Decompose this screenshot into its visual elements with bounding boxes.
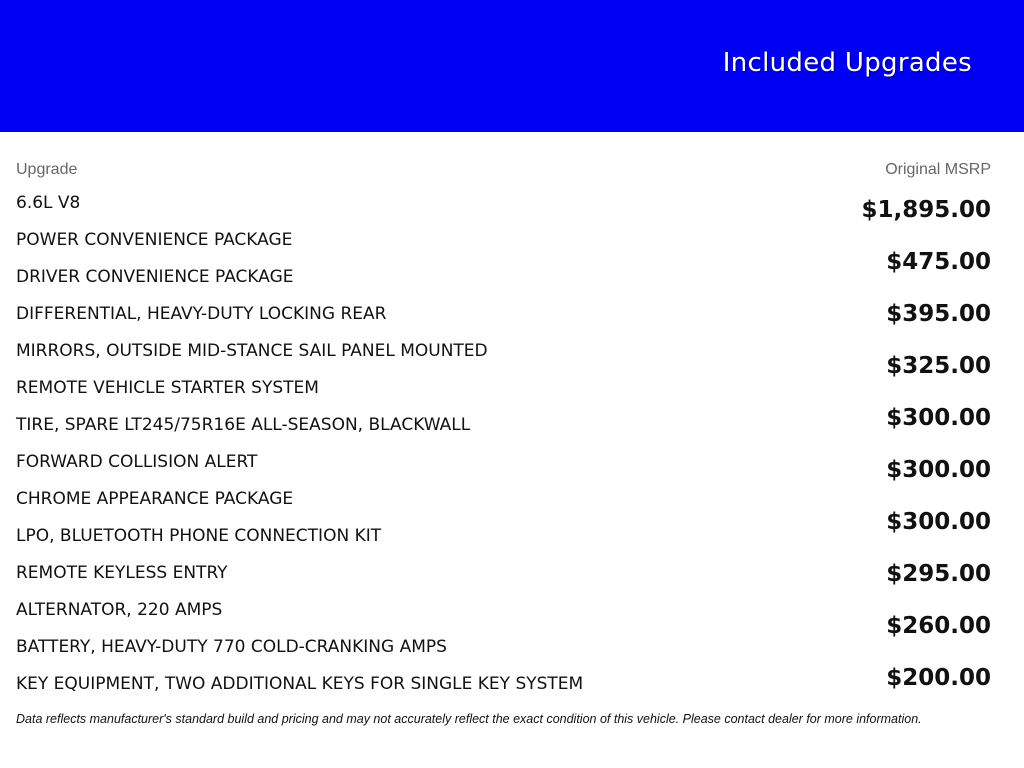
upgrade-price: $325.00: [886, 353, 991, 379]
column-header-upgrade: Upgrade: [16, 161, 78, 178]
page-title: Included Upgrades: [722, 48, 972, 78]
upgrade-price: $475.00: [886, 249, 991, 275]
upgrade-name: DRIVER CONVENIENCE PACKAGE: [16, 267, 294, 287]
upgrade-name: 6.6L V8: [16, 193, 81, 213]
upgrade-price: $300.00: [886, 405, 991, 431]
upgrade-name: BATTERY, HEAVY-DUTY 770 COLD-CRANKING AMPS: [16, 637, 447, 657]
column-header-msrp: Original MSRP: [885, 161, 991, 178]
upgrade-name: REMOTE KEYLESS ENTRY: [16, 563, 228, 583]
upgrade-name: ALTERNATOR, 220 AMPS: [16, 600, 223, 620]
upgrade-name: KEY EQUIPMENT, TWO ADDITIONAL KEYS FOR SINGLE KEY SYSTEM: [16, 674, 584, 694]
upgrade-name: MIRRORS, OUTSIDE MID-STANCE SAIL PANEL MOUNTED: [16, 341, 488, 361]
upgrade-price: $295.00: [886, 561, 991, 587]
upgrade-list: [16, 189, 716, 707]
upgrade-price: $1,895.00: [861, 197, 991, 223]
upgrade-name: DIFFERENTIAL, HEAVY-DUTY LOCKING REAR: [16, 304, 387, 324]
upgrade-name: LPO, BLUETOOTH PHONE CONNECTION KIT: [16, 526, 382, 546]
header-banner: [0, 0, 1024, 132]
upgrade-name: CHROME APPEARANCE PACKAGE: [16, 489, 294, 509]
price-list: [731, 190, 991, 710]
upgrade-price: $260.00: [886, 613, 991, 639]
upgrade-name: POWER CONVENIENCE PACKAGE: [16, 230, 293, 250]
upgrade-name: TIRE, SPARE LT245/75R16E ALL-SEASON, BLACKWALL: [16, 415, 471, 435]
upgrade-price: $395.00: [886, 301, 991, 327]
upgrade-price: $300.00: [886, 457, 991, 483]
upgrade-name: FORWARD COLLISION ALERT: [16, 452, 258, 472]
disclaimer-footnote: Data reflects manufacturer's standard build and pricing and may not accurately reflect the exact condition of this vehicle. Please contact dealer for more information.: [16, 712, 922, 726]
upgrade-price: $300.00: [886, 509, 991, 535]
upgrade-name: REMOTE VEHICLE STARTER SYSTEM: [16, 378, 319, 398]
upgrade-price: $200.00: [886, 665, 991, 691]
